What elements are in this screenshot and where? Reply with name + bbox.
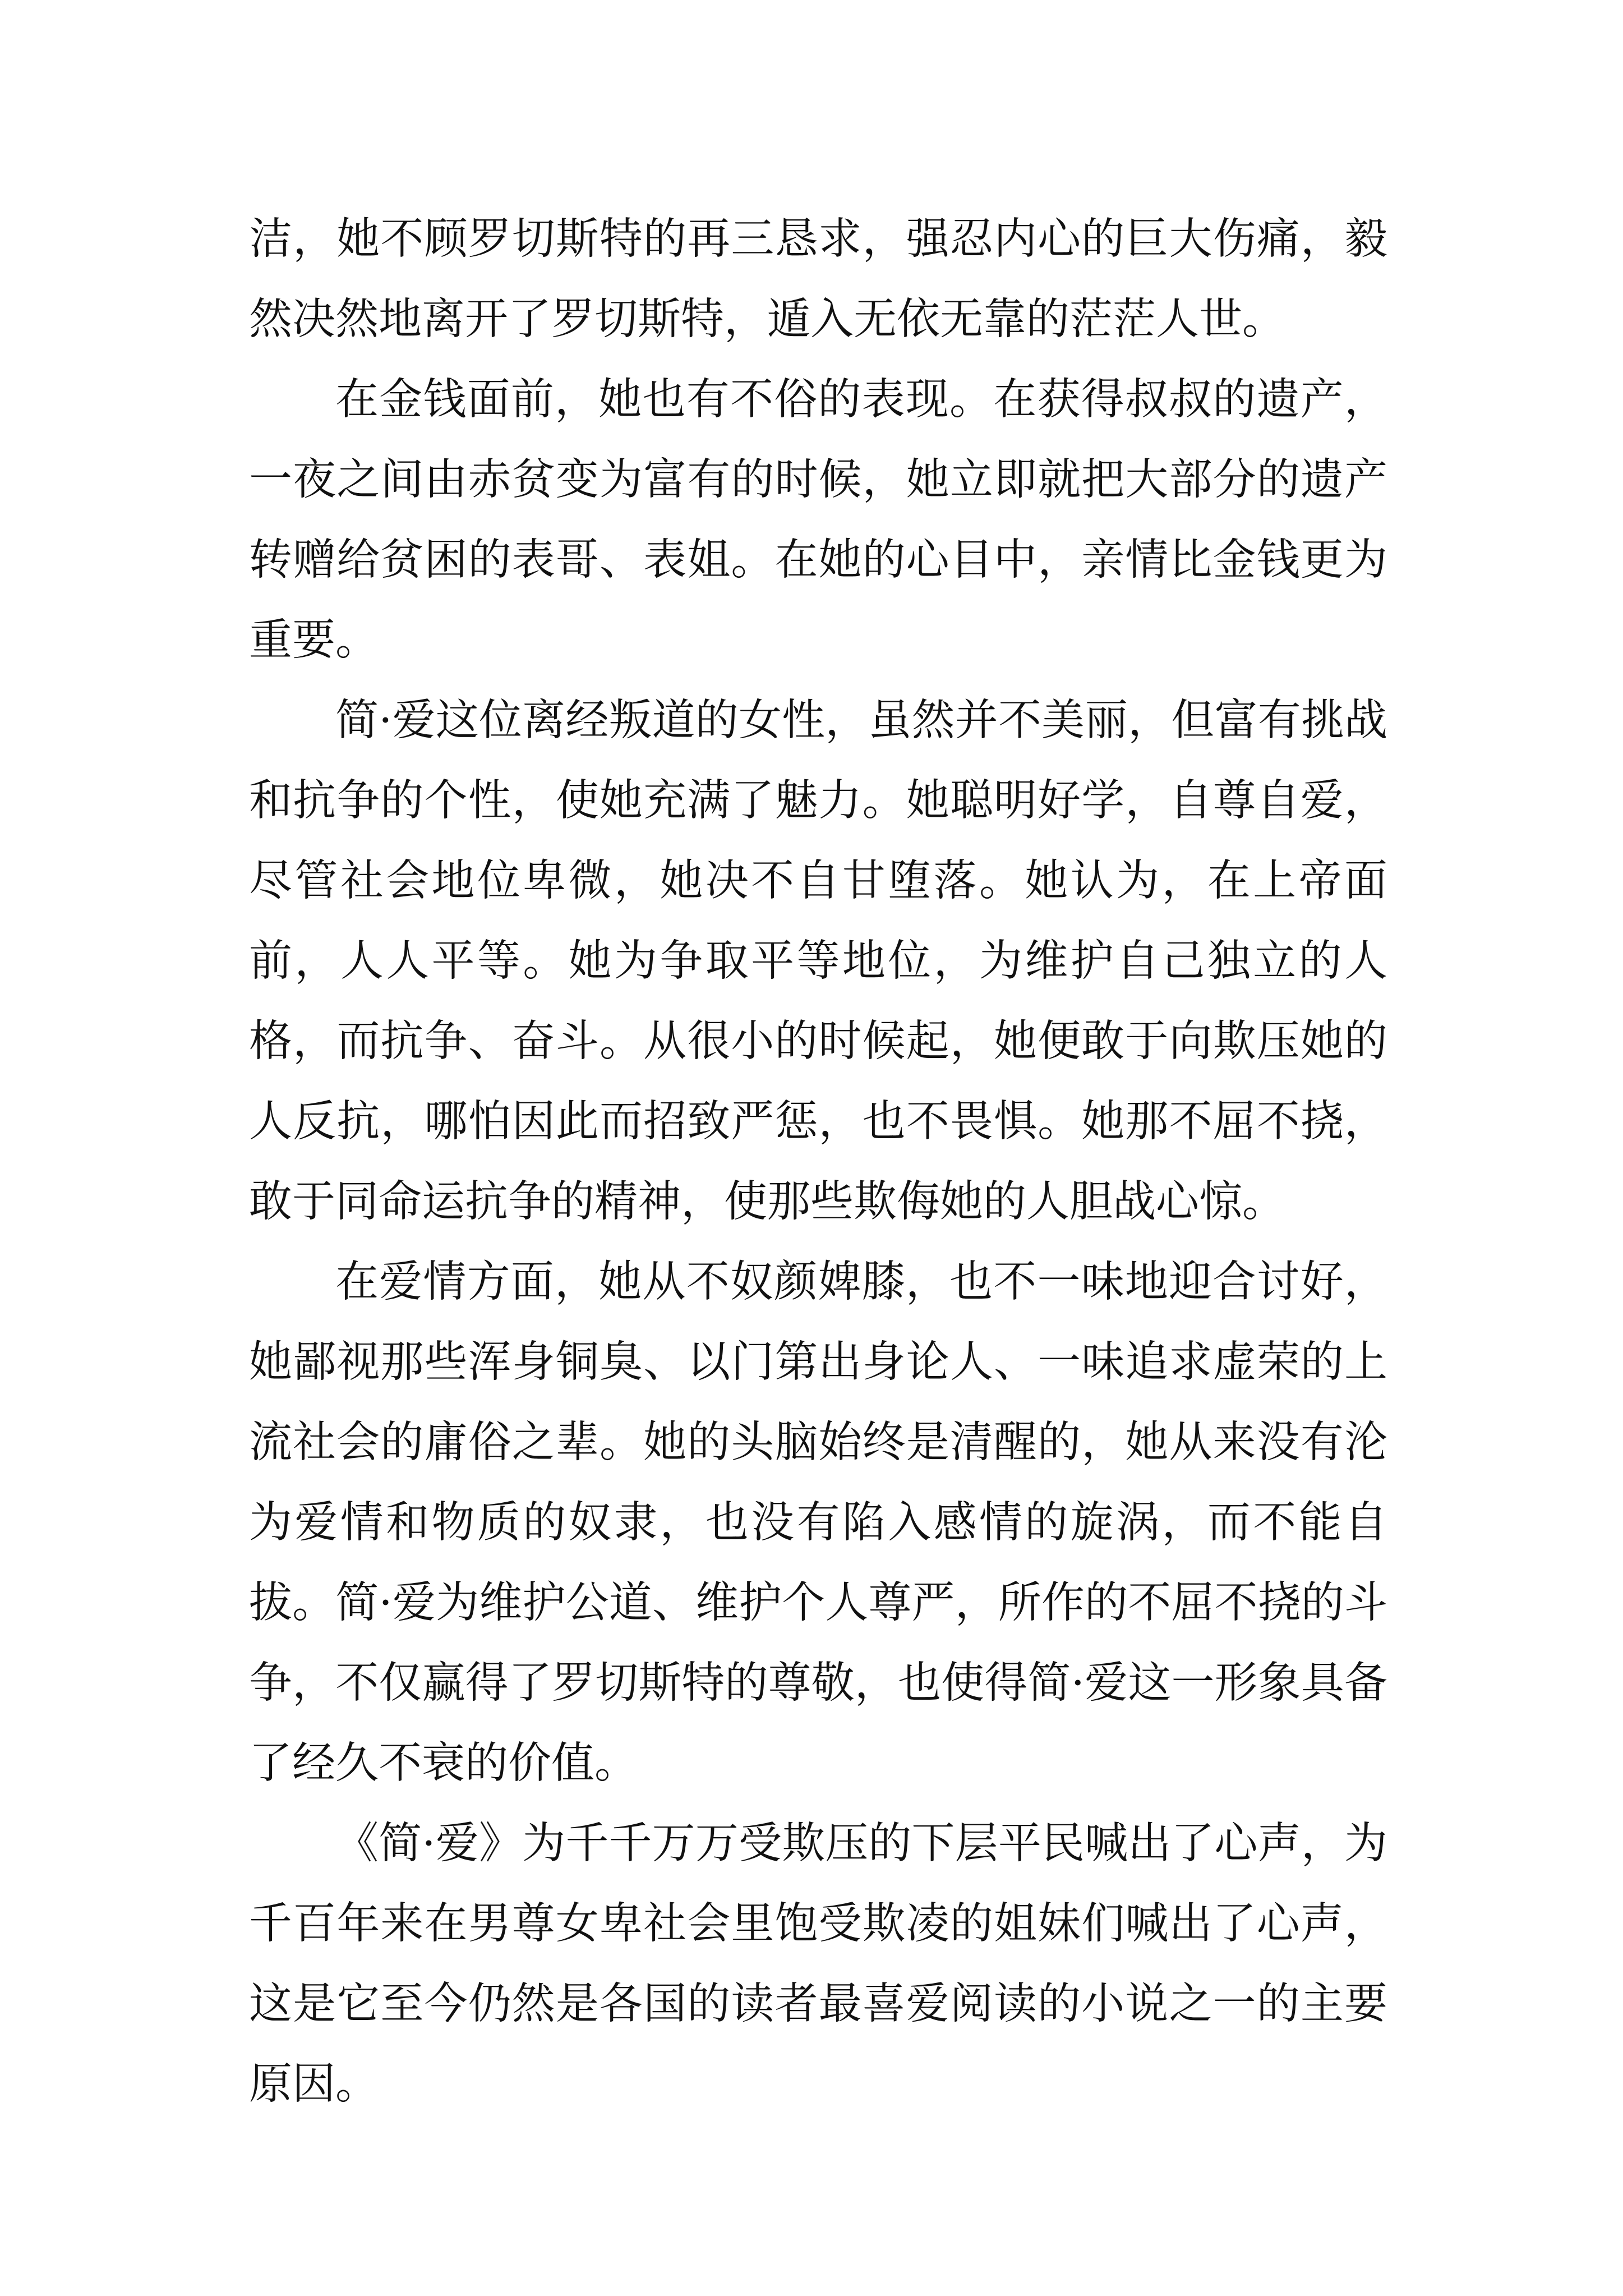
paragraph-money: 在金钱面前，她也有不俗的表现。在获得叔叔的遗产，一夜之间由赤贫变为富有的时候，她立即就把大部分的遗产转赠给贫困的表哥、表姐。在她的心目中，亲情比金钱更为重要。 bbox=[249, 375, 1387, 665]
paragraph-character: 简·爱这位离经叛道的女性，虽然并不美丽，但富有挑战和抗争的个性，使她充满了魅力。她聪明好学，自尊自爱，尽管社会地位卑微，她决不自甘堕落。她认为，在上帝面前，人人平等。她为争取平等地位，为维护自己独立的人格，而抗争、奋斗。从很小的时候起，她便敢于向欺压她的人反抗，哪怕因此而招致严惩，也不畏惧。她那不屈不挠，敢于同命运抗争的精神，使那些欺侮她的人胆战心惊。 bbox=[249, 696, 1387, 1227]
paragraph-love: 在爱情方面，她从不奴颜婢膝，也不一味地迎合讨好，她鄙视那些浑身铜臭、以门第出身论人、一味追求虚荣的上流社会的庸俗之辈。她的头脑始终是清醒的，她从来没有沦为爱情和物质的奴隶，也没有陷入感情的旋涡，而不能自拔。简·爱为维护公道、维护个人尊严，所作的不屈不挠的斗争，不仅赢得了罗切斯特的尊敬，也使得简·爱这一形象具备了经久不衰的价值。 bbox=[249, 1257, 1387, 1788]
paragraph-continued: 洁，她不顾罗切斯特的再三恳求，强忍内心的巨大伤痛，毅然决然地离开了罗切斯特，遁入无依无靠的茫茫人世。 bbox=[249, 214, 1387, 344]
article-body bbox=[249, 199, 1387, 2124]
paragraph-conclusion: 《简·爱》为千千万万受欺压的下层平民喊出了心声，为千百年来在男尊女卑社会里饱受欺凌的姐妹们喊出了心声，这是它至今仍然是各国的读者最喜爱阅读的小说之一的主要原因。 bbox=[249, 1819, 1387, 2109]
